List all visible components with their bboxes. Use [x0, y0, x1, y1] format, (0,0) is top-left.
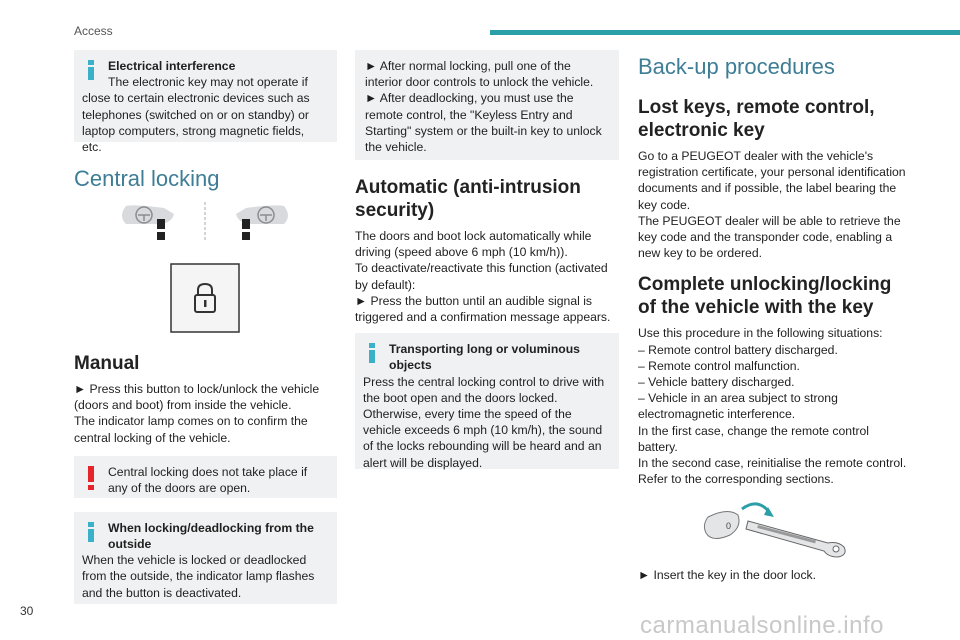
central-lock-button-illustration	[74, 262, 337, 334]
automatic-text-3: ► Press the button until an audible signal is triggered and a confirmation message appears.	[355, 293, 611, 325]
column-3	[638, 50, 908, 584]
complete-unlocking-heading: Complete unlocking/locking of the vehicle with the key	[638, 274, 892, 319]
automatic-text-1: The doors and boot lock automatically while driving (speed above 6 mph (10 km/h)).	[355, 229, 592, 260]
column-2	[355, 50, 619, 469]
unlock-info-box	[355, 50, 619, 160]
unlock-text-2: ► After deadlocking, you must use the remote control, the "Keyless Entry and Starting" system or the built-in key to unlock the vehicle.	[365, 91, 602, 155]
running-header: Access	[74, 24, 113, 38]
lost-keys-heading: Lost keys, remote control, electronic key	[638, 97, 875, 141]
backup-procedures-title: Back-up procedures	[638, 54, 835, 79]
key-insertion-illustration	[638, 499, 908, 559]
first-case-text: In the first case, change the remote control battery.	[638, 423, 870, 454]
column-1	[74, 50, 337, 604]
unlock-text-1: ► After normal locking, pull one of the interior door controls to unlock the vehicle.	[365, 59, 594, 90]
lost-keys-text-2: The PEUGEOT dealer will be able to retrieve the key code and the transponder code, enabling a new key to be ordered.	[638, 213, 901, 261]
outside-locking-title: When locking/deadlocking from the outside	[108, 520, 314, 552]
lost-keys-text-1: Go to a PEUGEOT dealer with the vehicle's registration certificate, your personal identification documents and if possible, the label bearing the key code.	[638, 149, 906, 212]
outside-locking-text: When the vehicle is locked or deadlocked from the outside, the indicator lamp flashes and the button is deactivated.	[82, 553, 315, 600]
central-locking-title: Central locking	[74, 166, 220, 191]
situation-item: – Remote control battery discharged.	[638, 342, 838, 357]
situation-item: – Vehicle in an area subject to strong electromagnetic interference.	[638, 391, 838, 422]
warning-text: Central locking does not take place if any of the doors are open.	[108, 464, 308, 496]
page-number: 30	[20, 604, 34, 618]
manual-text-2: The indicator lamp comes on to confirm the central locking of the vehicle.	[74, 414, 308, 445]
header-accent-bar	[490, 30, 960, 35]
info-icon	[88, 522, 94, 542]
interference-info-box	[74, 50, 337, 155]
second-case-text: In the second case, reinitialise the remote control.	[638, 456, 907, 471]
door-controls-illustration	[74, 202, 337, 250]
automatic-text-2: To deactivate/reactivate this function (activated by default):	[355, 261, 608, 292]
key-fob-icon	[704, 512, 739, 539]
transport-title: Transporting long or voluminous objects	[389, 342, 580, 373]
outside-locking-info-box	[74, 512, 337, 604]
refer-text: Refer to the corresponding sections.	[638, 472, 834, 487]
manual-text-1: ► Press this button to lock/unlock the vehicle (doors and boot) from inside the vehicle.	[74, 382, 320, 413]
situation-item: – Vehicle battery discharged.	[638, 375, 795, 390]
transport-text: Press the central locking control to drive with the boot open and the doors locked. Otherwise, every time the speed of the vehicle exceeds 6 mph (10 km/h), the sound of the locks rebounding will be heard and an alert will be displayed.	[363, 374, 605, 470]
situation-item: – Remote control malfunction.	[638, 358, 800, 373]
key-blade-icon	[746, 521, 845, 557]
complete-intro: Use this procedure in the following situations:	[638, 326, 883, 341]
left-door-icon	[122, 205, 174, 240]
doors-open-warning-box	[74, 456, 337, 498]
watermark: carmanualsonline.info	[640, 612, 884, 639]
automatic-heading: Automatic (anti-intrusion security)	[355, 177, 581, 221]
insert-key-text: ► Insert the key in the door lock.	[638, 568, 817, 583]
warning-icon	[88, 466, 94, 490]
manual-heading: Manual	[74, 353, 140, 374]
info-icon	[88, 60, 94, 80]
right-door-icon	[236, 205, 288, 240]
info-icon	[369, 343, 375, 363]
transport-info-box	[355, 333, 619, 469]
interference-title: Electrical interference	[108, 59, 236, 73]
svg-text:0: 0	[726, 521, 732, 532]
interference-text: The electronic key may not operate if close to certain electronic devices such as telephones (switched on or on standby) or laptop computers, strong magnetic fields, etc.	[82, 75, 310, 155]
